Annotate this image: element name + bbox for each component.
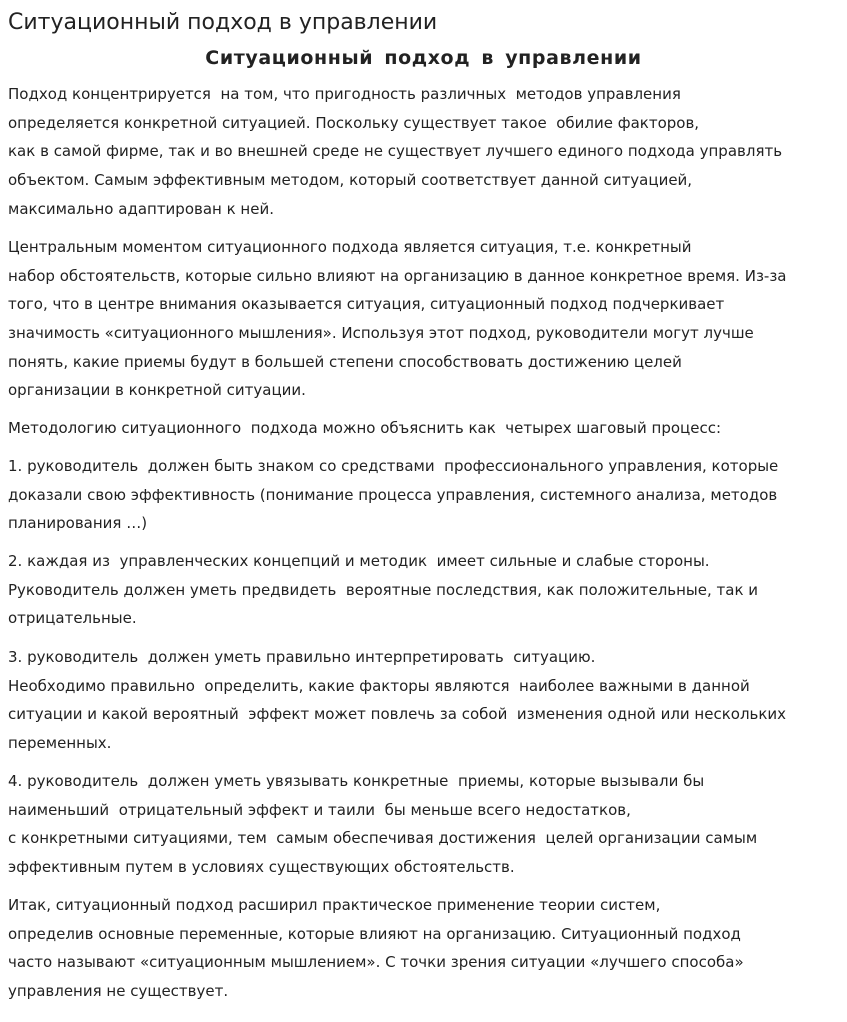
text-line: определив основные переменные, которые влияют на организацию. Ситуационный подход <box>8 924 741 943</box>
text-line: доказали свою эффективность (понимание процесса управления, системного анализа, методов <box>8 485 778 504</box>
text-line: эффективным путем в условиях существующих обстоятельств. <box>8 858 515 877</box>
page-title: Ситуационный подход в управлении <box>8 10 438 35</box>
text-line: Итак, ситуационный подход расширил практическое применение теории систем, <box>8 896 661 914</box>
text-line: определяется конкретной ситуацией. Поскольку существует такое обилие факторов, <box>8 113 700 132</box>
text-line: переменных. <box>8 734 112 753</box>
list-item-step-4 <box>8 767 847 882</box>
document-heading: Ситуационный подход в управлении <box>205 47 642 69</box>
text-line: как в самой фирме, так и во внешней среде не существует лучшего единого подхода управлять <box>8 142 783 161</box>
paragraph-conclusion <box>8 891 847 1006</box>
text-line: наименьший отрицательный эффект и таили бы меньше всего недостатков, <box>8 800 631 819</box>
text-line: 4. руководитель должен уметь увязывать конкретные приемы, которые вызывали бы <box>8 772 705 790</box>
text-line: 3. руководитель должен уметь правильно интерпретировать ситуацию. <box>8 648 596 666</box>
paragraph-methodology <box>8 414 847 443</box>
list-item-step-1 <box>8 452 847 538</box>
list-item-step-3 <box>8 643 847 758</box>
text-line: 1. руководитель должен быть знаком со средствами профессионального управления, которые <box>8 457 779 475</box>
text-line: ситуации и какой вероятный эффект может повлечь за собой изменения одной или нескольких <box>8 705 787 724</box>
text-line: объектом. Самым эффективным методом, который соответствует данной ситуацией, <box>8 171 693 190</box>
list-item-step-2 <box>8 547 847 633</box>
text-line: планирования …) <box>8 514 148 533</box>
text-line: Руководитель должен уметь предвидеть вероятные последствия, как положительные, так и <box>8 580 759 599</box>
text-line: Необходимо правильно определить, какие факторы являются наиболее важными в данной <box>8 676 750 695</box>
paragraph-situation <box>8 233 847 405</box>
text-line: набор обстоятельств, которые сильно влияют на организацию в данное конкретное время. Из-за <box>8 266 787 285</box>
text-line: значимость «ситуационного мышления». Используя этот подход, руководители могут лучше <box>8 324 754 343</box>
text-line: понять, какие приемы будут в большей степени способствовать достижению целей <box>8 352 682 371</box>
text-line: управления не существует. <box>8 982 229 1001</box>
text-line: максимально адаптирован к ней. <box>8 199 274 218</box>
text-line: 2. каждая из управленческих концепций и методик имеет сильные и слабые стороны. <box>8 552 710 570</box>
text-line: организации в конкретной ситуации. <box>8 381 306 400</box>
text-line: того, что в центре внимания оказывается ситуация, ситуационный подход подчеркивает <box>8 295 725 314</box>
paragraph-intro <box>8 80 847 223</box>
text-line: Методологию ситуационного подхода можно объяснить как четырех шаговый процесс: <box>8 419 722 437</box>
text-line: отрицательные. <box>8 609 137 628</box>
text-line: Центральным моментом ситуационного подхода является ситуация, т.е. конкретный <box>8 238 692 256</box>
text-line: Подход концентрируется на том, что пригодность различных методов управления <box>8 85 681 103</box>
text-line: часто называют «ситуационным мышлением». С точки зрения ситуации «лучшего способа» <box>8 953 744 972</box>
text-line: с конкретными ситуациями, тем самым обеспечивая достижения целей организации самым <box>8 829 758 848</box>
